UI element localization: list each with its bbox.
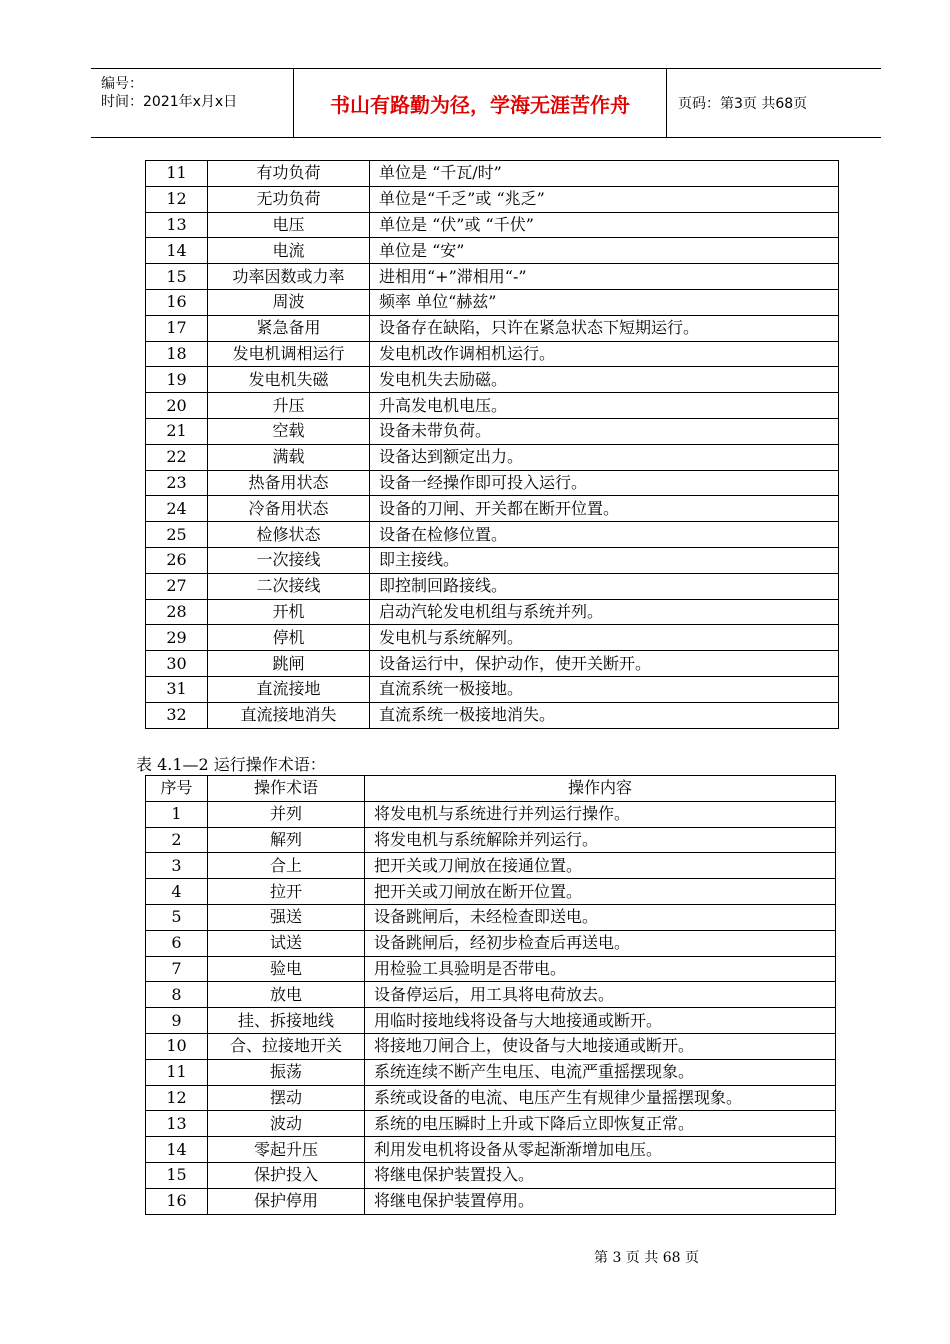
table-row [146, 801, 836, 827]
row-number: 31 [146, 676, 208, 702]
row-term: 满载 [208, 444, 370, 470]
row-description: 升高发电机电压。 [370, 393, 839, 419]
table-row [146, 982, 836, 1008]
row-term: 直流接地 [208, 676, 370, 702]
row-number: 23 [146, 470, 208, 496]
row-number: 18 [146, 341, 208, 367]
row-term: 无功负荷 [208, 186, 370, 212]
row-term: 直流接地消失 [208, 702, 370, 728]
row-description: 设备跳闸后，未经检查即送电。 [365, 904, 836, 930]
row-number: 16 [146, 1188, 208, 1214]
row-term: 电流 [208, 238, 370, 264]
table-row [146, 1085, 836, 1111]
row-number: 13 [146, 1111, 208, 1137]
page-header [91, 68, 881, 138]
row-term: 振荡 [208, 1059, 365, 1085]
table-row [146, 1137, 836, 1163]
row-term: 并列 [208, 801, 365, 827]
row-description: 将发电机与系统进行并列运行操作。 [365, 801, 836, 827]
row-description: 启动汽轮发电机组与系统并列。 [370, 599, 839, 625]
row-number: 26 [146, 547, 208, 573]
row-term: 摆动 [208, 1085, 365, 1111]
row-number: 5 [146, 904, 208, 930]
table-row [146, 956, 836, 982]
table-row [146, 522, 839, 548]
row-term: 保护停用 [208, 1188, 365, 1214]
column-header-term: 操作术语 [208, 776, 365, 802]
row-number: 14 [146, 238, 208, 264]
row-number: 3 [146, 853, 208, 879]
row-term: 二次接线 [208, 573, 370, 599]
row-description: 将接地刀闸合上，使设备与大地接通或断开。 [365, 1033, 836, 1059]
row-number: 20 [146, 393, 208, 419]
row-description: 系统的电压瞬时上升或下降后立即恢复正常。 [365, 1111, 836, 1137]
document-time-label: 时间：2021年x月x日 [101, 94, 238, 110]
row-number: 15 [146, 264, 208, 290]
row-term: 发电机失磁 [208, 367, 370, 393]
row-number: 25 [146, 522, 208, 548]
table-row [146, 264, 839, 290]
row-number: 4 [146, 879, 208, 905]
row-term: 检修状态 [208, 522, 370, 548]
row-number: 10 [146, 1033, 208, 1059]
row-number: 15 [146, 1162, 208, 1188]
table-row [146, 315, 839, 341]
document-number-label: 编号： [101, 76, 143, 92]
row-term: 热备用状态 [208, 470, 370, 496]
row-term: 功率因数或力率 [208, 264, 370, 290]
row-term: 冷备用状态 [208, 496, 370, 522]
row-number: 2 [146, 827, 208, 853]
row-number: 13 [146, 212, 208, 238]
row-number: 7 [146, 956, 208, 982]
column-header-number: 序号 [146, 776, 208, 802]
row-term: 合上 [208, 853, 365, 879]
table-row [146, 289, 839, 315]
row-number: 30 [146, 651, 208, 677]
row-number: 27 [146, 573, 208, 599]
table-row [146, 1033, 836, 1059]
table-header-row [146, 776, 836, 802]
row-description: 频率 单位“赫兹” [370, 289, 839, 315]
row-number: 11 [146, 1059, 208, 1085]
table-row [146, 341, 839, 367]
table-row [146, 625, 839, 651]
row-description: 单位是 “安” [370, 238, 839, 264]
row-term: 合、拉接地开关 [208, 1033, 365, 1059]
row-description: 设备在检修位置。 [370, 522, 839, 548]
row-term: 发电机调相运行 [208, 341, 370, 367]
table-row [146, 599, 839, 625]
row-description: 设备存在缺陷，只许在紧急状态下短期运行。 [370, 315, 839, 341]
row-description: 设备停运后，用工具将电荷放去。 [365, 982, 836, 1008]
table-row [146, 1111, 836, 1137]
table-row [146, 1188, 836, 1214]
row-term: 跳闸 [208, 651, 370, 677]
row-term: 保护投入 [208, 1162, 365, 1188]
table-row [146, 238, 839, 264]
row-description: 将发电机与系统解除并列运行。 [365, 827, 836, 853]
table-row [146, 853, 836, 879]
row-term: 停机 [208, 625, 370, 651]
row-description: 直流系统一极接地。 [370, 676, 839, 702]
row-term: 强送 [208, 904, 365, 930]
row-description: 将继电保护装置停用。 [365, 1188, 836, 1214]
row-description: 利用发电机将设备从零起渐渐增加电压。 [365, 1137, 836, 1163]
row-term: 验电 [208, 956, 365, 982]
table-row [146, 444, 839, 470]
row-number: 22 [146, 444, 208, 470]
row-number: 9 [146, 1008, 208, 1034]
row-description: 单位是 “伏”或 “千伏” [370, 212, 839, 238]
table-row [146, 827, 836, 853]
table-row [146, 651, 839, 677]
table-row [146, 702, 839, 728]
row-description: 把开关或刀闸放在断开位置。 [365, 879, 836, 905]
row-description: 进相用“+”滞相用“-” [370, 264, 839, 290]
row-term: 零起升压 [208, 1137, 365, 1163]
row-term: 电压 [208, 212, 370, 238]
row-term: 试送 [208, 930, 365, 956]
row-description: 发电机与系统解列。 [370, 625, 839, 651]
row-number: 1 [146, 801, 208, 827]
row-number: 11 [146, 161, 208, 187]
table-caption: 表 4.1—2 运行操作术语： [136, 755, 326, 774]
header-meta [91, 69, 293, 137]
column-header-content: 操作内容 [365, 776, 836, 802]
table-row [146, 367, 839, 393]
row-number: 19 [146, 367, 208, 393]
row-description: 单位是 “千瓦/时” [370, 161, 839, 187]
row-description: 把开关或刀闸放在接通位置。 [365, 853, 836, 879]
row-description: 直流系统一极接地消失。 [370, 702, 839, 728]
row-term: 空载 [208, 418, 370, 444]
row-number: 28 [146, 599, 208, 625]
table-row [146, 496, 839, 522]
row-description: 系统连续不断产生电压、电流严重摇摆现象。 [365, 1059, 836, 1085]
row-description: 设备跳闸后，经初步检查后再送电。 [365, 930, 836, 956]
row-description: 即控制回路接线。 [370, 573, 839, 599]
row-term: 周波 [208, 289, 370, 315]
row-term: 拉开 [208, 879, 365, 905]
table-row [146, 393, 839, 419]
row-term: 紧急备用 [208, 315, 370, 341]
row-number: 16 [146, 289, 208, 315]
table-row [146, 418, 839, 444]
row-term: 挂、拆接地线 [208, 1008, 365, 1034]
table-row [146, 1008, 836, 1034]
row-number: 17 [146, 315, 208, 341]
row-description: 设备达到额定出力。 [370, 444, 839, 470]
row-description: 系统或设备的电流、电压产生有规律少量摇摆现象。 [365, 1085, 836, 1111]
row-description: 设备未带负荷。 [370, 418, 839, 444]
row-description: 发电机改作调相机运行。 [370, 341, 839, 367]
row-description: 单位是“千乏”或 “兆乏” [370, 186, 839, 212]
row-description: 设备运行中，保护动作，使开关断开。 [370, 651, 839, 677]
row-term: 一次接线 [208, 547, 370, 573]
row-number: 12 [146, 186, 208, 212]
row-number: 29 [146, 625, 208, 651]
row-term: 波动 [208, 1111, 365, 1137]
row-number: 8 [146, 982, 208, 1008]
table-row [146, 1059, 836, 1085]
table-row [146, 547, 839, 573]
row-description: 设备的刀闸、开关都在断开位置。 [370, 496, 839, 522]
header-motto: 书山有路勤为径，学海无涯苦作舟 [293, 69, 667, 137]
table-row [146, 879, 836, 905]
row-term: 放电 [208, 982, 365, 1008]
table-row [146, 212, 839, 238]
table-row [146, 1162, 836, 1188]
table-row [146, 573, 839, 599]
row-number: 14 [146, 1137, 208, 1163]
operation-terms-table [145, 775, 836, 1215]
row-number: 32 [146, 702, 208, 728]
row-description: 用检验工具验明是否带电。 [365, 956, 836, 982]
page-footer: 第 3 页 共 68 页 [594, 1250, 699, 1266]
table-row [146, 930, 836, 956]
header-page-number: 页码：第3页 共68页 [678, 96, 808, 112]
terms-table-body [146, 161, 839, 729]
row-term: 解列 [208, 827, 365, 853]
row-number: 12 [146, 1085, 208, 1111]
row-term: 升压 [208, 393, 370, 419]
table-row [146, 676, 839, 702]
row-number: 6 [146, 930, 208, 956]
table-row [146, 904, 836, 930]
row-description: 将继电保护装置投入。 [365, 1162, 836, 1188]
operation-terms-body [146, 801, 836, 1214]
row-description: 用临时接地线将设备与大地接通或断开。 [365, 1008, 836, 1034]
row-description: 即主接线。 [370, 547, 839, 573]
row-description: 发电机失去励磁。 [370, 367, 839, 393]
row-term: 开机 [208, 599, 370, 625]
table-row [146, 161, 839, 187]
table-row [146, 470, 839, 496]
row-number: 21 [146, 418, 208, 444]
terms-table-continued [145, 160, 839, 729]
table-row [146, 186, 839, 212]
row-number: 24 [146, 496, 208, 522]
row-term: 有功负荷 [208, 161, 370, 187]
row-description: 设备一经操作即可投入运行。 [370, 470, 839, 496]
